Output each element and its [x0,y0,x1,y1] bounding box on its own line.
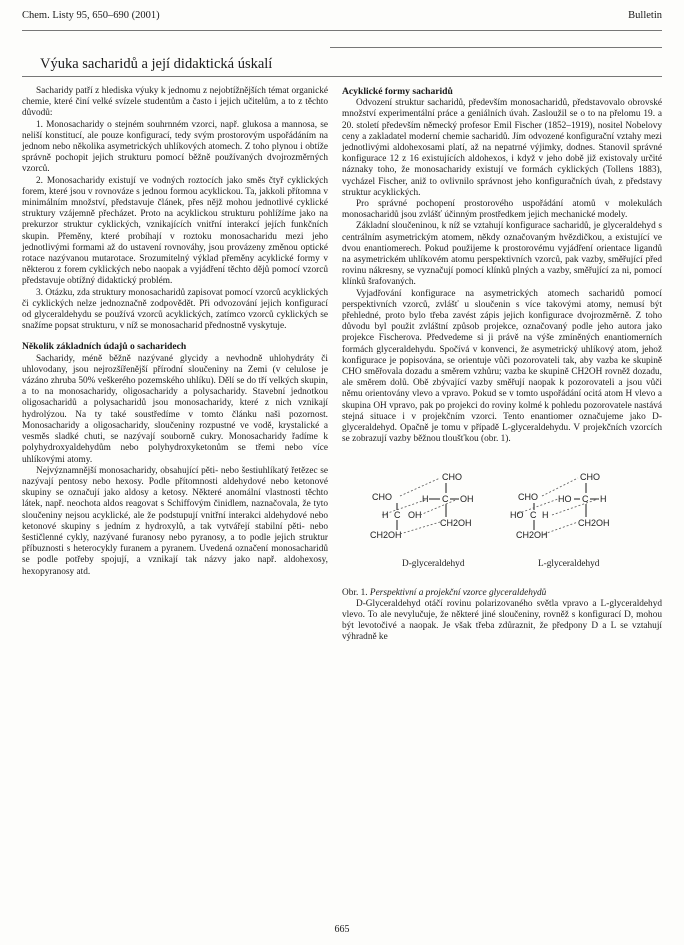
journal-citation: Chem. Listy 95, 650–690 (2001) [22,10,160,21]
atom-label: CHO [442,471,462,482]
right-column [342,86,662,644]
atom-label: CH2OH [516,529,548,540]
atom-label: H [382,509,389,520]
paragraph: Základní sloučeninou, k níž se vztahují konfigurace sacharidů, je glyceraldehyd s centrálním asymetrickým atomem, někdy označovaným hvězdičkou, a existující ve dvou enantiomerech. Pokud použijeme k prostorovému vyjádření orientace ligandů na asymetrickém uhlíkovém atomu perspektivních vzorců, pak vazby, směřující před rovinu nákresny, se vyznačují pomocí klínků plných a vazby, směřující za ni, pomocí klínků šrafovaných. [342,221,662,288]
article-title: Výuka sacharidů a její didaktická úskalí [40,56,273,72]
figure-label-d: D-glyceraldehyd [402,558,465,569]
atom-label: C [394,509,401,520]
atom-label: HO [558,493,572,504]
running-header [22,10,662,26]
section-label: Bulletin [628,10,662,21]
glyceraldehyde-structures [342,456,662,586]
projection-dashes [382,478,598,534]
atom-label: H [542,509,549,520]
atom-label: H [422,493,429,504]
section-heading: Acyklické formy sacharidů [342,86,453,97]
atom-label: HO [510,509,524,520]
left-column [22,86,328,578]
atom-label: OH [460,493,474,504]
atom-label: OH [408,509,422,520]
atom-label: C [442,493,449,504]
paragraph: Pro správné pochopení prostorového uspořádání atomů v molekulách monosacharidů jsou zvlášť účinným prostředkem jejich mechanické modely. [342,199,662,221]
paragraph: 2. Monosacharidy existují ve vodných roztocích jako směs čtyř cyklických forem, které jsou v rovnováze s jednou formou acyklickou. Ta, jakkoli přítomna v minimálním množství, představuje článek, přes nějž mohou jednotlivé cyklické struktury vzájemně přecházet. Proto na acyklickou strukturu pohlížíme jako na prekurzor struktur cyklických, vznikajících vnitřní interakcí jejích funkčních skupin. Přeměny, které probíhají v roztoku monosacharidu mezi jeho jednotlivými formami až do ustavení rovnováhy, jsou provázeny změnou optické rotace nazývanou mutarotace. Srozumitelný výklad přeměny acyklické formy v některou z forem cyklických nebo naopak a vyjádření těchto dějů pomocí vzorců představuje obtížný didaktický problém. [22,175,328,287]
figure-label-l: L-glyceraldehyd [538,558,600,569]
atom-label: CH2OH [440,517,472,528]
atom-label: CHO [372,491,392,502]
bond-lines [397,483,599,530]
header-rule [22,30,662,31]
figure-caption [342,588,662,599]
paragraph: Sacharidy, méně běžně nazývané glycidy a nevhodně uhlohydráty či uhlovodany, jsou nejrozšířenější přírodní sloučeniny na Zemi (v celulose je vázáno zhruba 50% veškerého pozemského uhlíku). Dělí se do tří velkých skupin, a to na monosacharidy, oligosacharidy a polysacharidy. Stavební jednotkou oligosacharidů a polysacharidů jsou monosacharidy, které z nich vznikají hydrolýzou. Na ty také soustředíme v tomto článku naši pozornost. Monosacharidy a oligosacharidy, sloučeniny rozpustné ve vodě, krystalické a vesměs sladké chuti, se nazývají souborně cukry. Monosacharidy řadíme k polyhydroxyaldehydům nebo polyhydroxyketonům se třemi nebo více uhlíkovými atomy. [22,353,328,465]
figure-glyceraldehyde [342,456,662,586]
paragraph: Odvození struktur sacharidů, především monosacharidů, představovalo obrovské množství experimentální práce a geniálních úvah. Zasloužil se o to na přelomu 19. a 20. století především německý profesor Emil Fischer (1852–1919), nositel Nobelovy ceny a zakladatel moderní chemie sacharidů. Jím odvozené konfigurační vztahy mezi jednotlivými aldohexosami platí, až na nepatrné výjimky, dodnes. Stanovil správné konfigurace 12 z 16 existujících aldohexos, i když v jeho době již existovaly určité náznaky toho, že monosacharidy existují ve formách cyklických (Tollens 1883), vycházel Fischer, aniž to ovlivnilo správnost jeho konfiguračních úvah, z představy struktur acyklických. [342,98,662,198]
atom-label: CHO [580,471,600,482]
atom-label: CHO [518,491,538,502]
atom-label: CH2OH [578,517,610,528]
paragraph: 1. Monosacharidy o stejném souhrnném vzorci, např. glukosa a mannosa, se neliší konstitucí, ale pouze konfigurací, tedy svým prostorovým uspořádáním na jednom nebo několika asymetrických uhlíkových atomech. Z toho plynou i obtíže správně pochopit jejich strukturu pomocí běžně používaných dvojrozměrných vzorců. [22,119,328,175]
caption-prefix: Obr. 1. [342,587,368,598]
section-heading: Několik základních údajů o sacharidech [22,341,187,353]
atom-label: C [530,509,537,520]
page-number: 665 [334,924,350,935]
paragraph: Nejvýznamnější monosacharidy, obsahující pěti- nebo šestiuhlíkatý řetězec se nazývají pentosy nebo hexosy. Podle přítomnosti aldehydové nebo ketonové skupiny se označují jako aldosy a ketosy. Některé anomální vlastnosti těchto látek, např. neochota aldos reagovat s Schiffovým činidlem, naznačovala, že tyto sloučeniny nejsou acyklické, ale že podstupují vnitřní interakci aldehydové nebo ketonové skupiny s jedním z hydroxylů, a tak vytvářejí stabilní pěti- nebo šestičlenné cykly, nazývané furanosy nebo pyranosy, a to podle jejich struktur příbuznosti s heterocykly furanem a pyranem. Uvedená označení monosacharidů se podle potřeby spojují, a vznikají tak názvy jako např. aldohexosy, hexopyranosy atd. [22,465,328,577]
paragraph: 3. Otázku, zda struktury monosacharidů zapisovat pomocí vzorců acyklických či cyklických nelze jednoznačně zodpovědět. Při odvozování jejich konfigurací od glyceraldehydu se používá vzorců acyklických, zatímco vzorců cyklických se snažíme popsat strukturu, v níž se monosacharid přednostně vyskytuje. [22,287,328,332]
caption-text: Perspektivní a projekční vzorce glyceraldehydů [369,587,547,598]
paragraph: Sacharidy patří z hlediska výuky k jednomu z nejobtížnějších témat organické chemie, které činí velké svízele studentům a často i jejich učitelům, a to z těchto důvodů: [22,86,328,119]
atom-label: C [582,493,589,504]
paragraph: Vyjadřování konfigurace na asymetrických atomech sacharidů pomocí perspektivních vzorců, zvlášť u sloučenin s více takovými atomy, nemusí být přehledné, proto bylo třeba zavést zápis jejich konfigurace dvojrozměrně. Z toho důvodu byl použit zvláštní způsob projekce, označovaný podle jeho autora jako projekce Fischerova. Předvedeme si ji právě na výše zmíněných enantiomerních formách glyceraldehydu. Spočívá v konvenci, že asymetrický uhlíkový atom, jehož konfigurace je popisována, se orientuje vůči pozorovateli tak, aby vazba ke skupině CHO směřovala dozadu a směrem vzhůru; vazba ke skupině CH2OH rovněž dozadu, ale směrem dolů. Obě zbývající vazby směřují naopak k pozorovateli a jsou vůči němu orientovány vlevo a vpravo. Pokud se v tomto uspořádání ocitá atom H vlevo a skupina OH vpravo, pak po projekci do roviny kolmé k pohledu pozorovatele nastává stejná situace i v projekčním vzorci. Tento enantiomer označujeme jako D-glyceraldehyd. Opačně je tomu v případě L-glyceraldehydu. V projekčních vzorcích se zobrazují vazby běžnou tloušťkou (obr. 1). [342,288,662,445]
atom-label: CH2OH [370,529,402,540]
paragraph: D-Glyceraldehyd otáčí rovinu polarizovaného světla vpravo a L-glyceraldehyd vlevo. To ale nevylučuje, že některé jiné sloučeniny, rovněž s konfigurací D, mohou být levotočivé a naopak. Je však třeba zdůraznit, že předpony D a L se vztahují výhradně ke [342,598,662,643]
title-rule [22,76,662,77]
header-rule-short [330,47,662,48]
atom-label: H [600,493,607,504]
